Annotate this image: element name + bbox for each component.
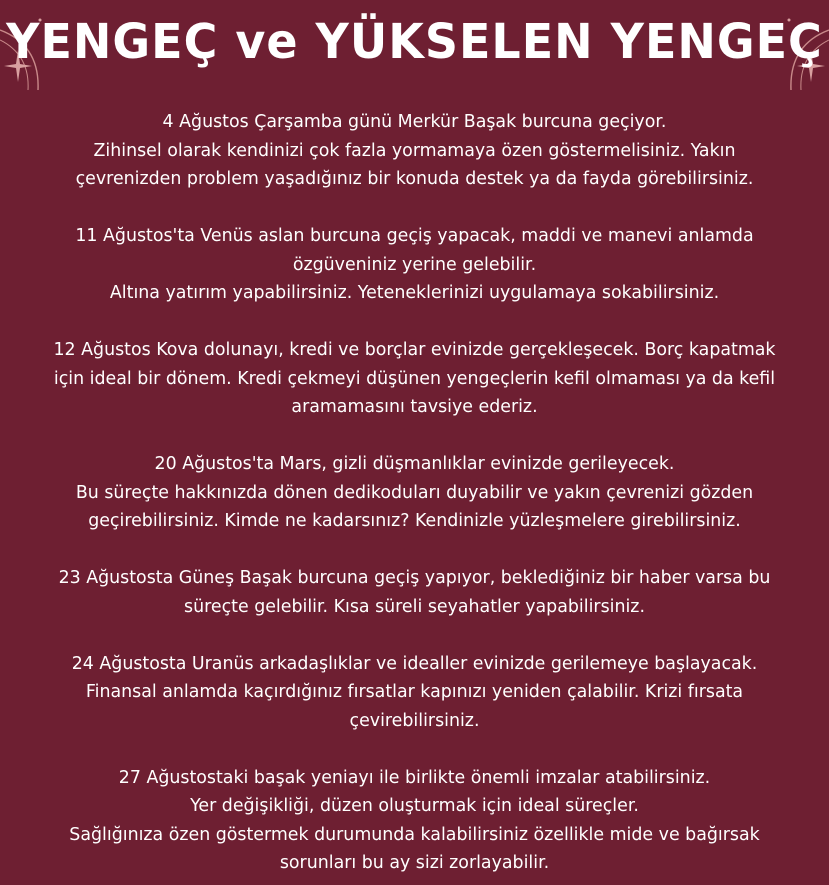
paragraph-line: 11 Ağustos'ta Venüs aslan burcuna geçiş yapacak, maddi ve manevi anlamda xyxy=(75,226,754,246)
paragraph-line: aramamasını tavsiye ederiz. xyxy=(291,397,538,417)
paragraph-line: Altına yatırım yapabilirsiniz. Yeteneklerinizi uygulamaya sokabilirsiniz. xyxy=(109,283,720,303)
paragraph xyxy=(10,564,819,621)
paragraph-line: Sağlığınıza özen göstermek durumunda kalabilirsiniz özellikle mide ve bağırsak xyxy=(69,824,760,845)
paragraph-line: 12 Ağustos Kova dolunayı, kredi ve borçlar evinizde gerçekleşecek. Borç kapatmak xyxy=(53,340,776,360)
page-title: YENGEÇ ve YÜKSELEN YENGEÇ xyxy=(6,12,823,70)
paragraph-line: çevrenizden problem yaşadığınız bir konuda destek ya da fayda görebilirsiniz. xyxy=(75,169,754,189)
paragraph-line: 27 Ağustostaki başak yeniayı ile birlikte önemli imzalar atabilirsiniz. xyxy=(118,767,711,788)
paragraph-line: Finansal anlamda kaçırdığınız fırsatlar kapınızı yeniden çalabilir. Krizi fırsata xyxy=(85,682,744,702)
paragraph-line: 24 Ağustosta Uranüs arkadaşlıklar ve idealler evinizde gerilemeye başlayacak. xyxy=(71,653,758,674)
paragraph-line: 23 Ağustosta Güneş Başak burcuna geçiş yapıyor, beklediğiniz bir haber varsa bu xyxy=(58,568,771,588)
paragraph-line: geçirebilirsiniz. Kimde ne kadarsınız? Kendinizle yüzleşmelere girebilirsiniz. xyxy=(88,511,741,531)
paragraph-line: Zihinsel olarak kendinizi çok fazla yormamaya özen göstermelisiniz. Yakın xyxy=(93,140,736,161)
paragraph xyxy=(10,450,819,536)
paragraph-line: çevirebilirsiniz. xyxy=(349,710,480,731)
paragraph-line: Yer değişikliği, düzen oluşturmak için ideal süreçler. xyxy=(190,796,639,816)
paragraph xyxy=(10,764,819,878)
paragraph-line: 20 Ağustos'ta Mars, gizli düşmanlıklar evinizde gerileyecek. xyxy=(154,454,675,474)
paragraph-line: özgüveniniz yerine gelebilir. xyxy=(292,254,537,275)
paragraph xyxy=(10,222,819,308)
horoscope-body xyxy=(10,108,819,878)
paragraph-line: sorunları bu ay sizi zorlayabilir. xyxy=(279,853,550,873)
paragraph xyxy=(10,336,819,422)
paragraph-line: için ideal bir dönem. Kredi çekmeyi düşünen yengeçlerin kefil olmaması ya da kefil xyxy=(53,368,776,389)
paragraph xyxy=(10,108,819,194)
paragraph xyxy=(10,650,819,736)
paragraph-line: Bu süreçte hakkınızda dönen dedikoduları duyabilir ve yakın çevrenizi gözden xyxy=(75,482,754,503)
paragraph-line: süreçte gelebilir. Kısa süreli seyahatler yapabilirsiniz. xyxy=(184,596,645,617)
paragraph-line: 4 Ağustos Çarşamba günü Merkür Başak burcuna geçiyor. xyxy=(162,112,667,132)
